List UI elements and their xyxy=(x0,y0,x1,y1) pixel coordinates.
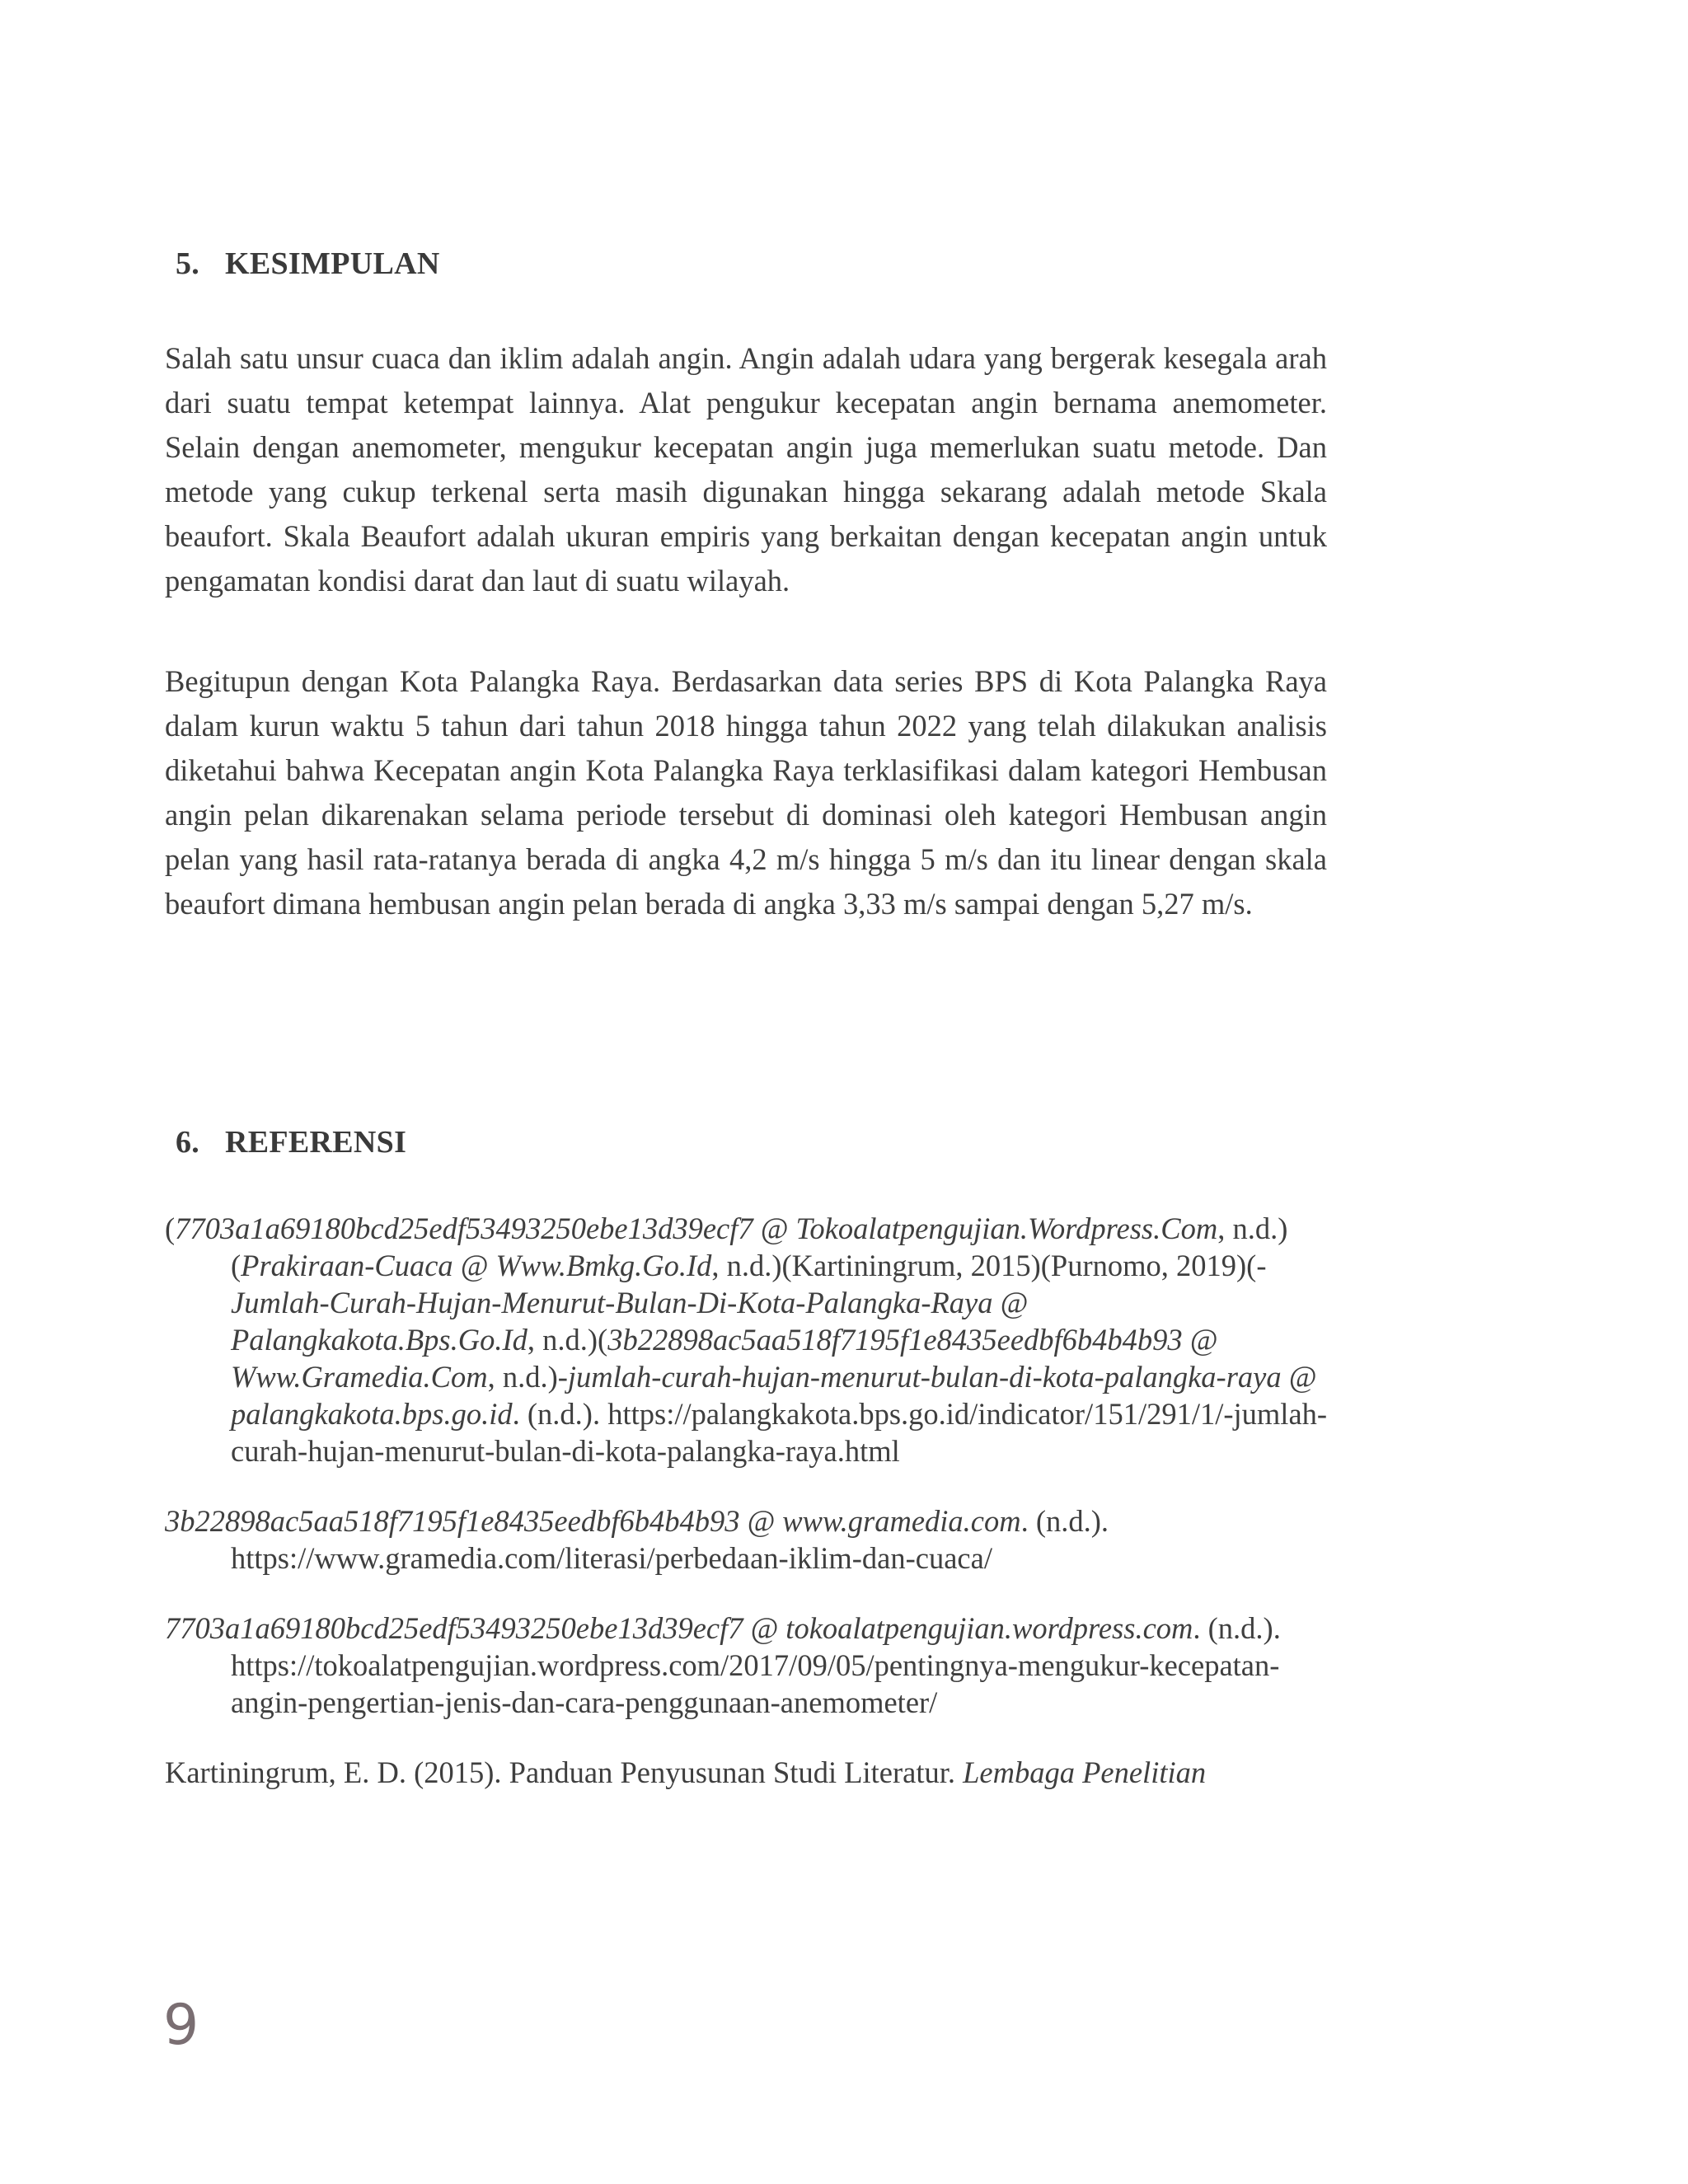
section-title: KESIMPULAN xyxy=(225,246,440,281)
reference-entry: 3b22898ac5aa518f7195f1e8435eedbf6b4b4b93 @ www.gramedia.com. (n.d.). https://www.gramedia.com/literasi/perbedaan-iklim-dan-cuaca/ xyxy=(165,1504,1109,1575)
reference-entry: (7703a1a69180bcd25edf53493250ebe13d39ecf7 @ Tokoalatpengujian.Wordpress.Com, n.d.)(Prakiraan-Cuaca @ Www.Bmkg.Go.Id, n.d.)(Kartiningrum, 2015)(Purnomo, 2019)(-Jumlah-Curah-Hujan-Menurut-Bulan-Di-Kota-Palangka-Raya @ Palangkakota.Bps.Go.Id, n.d.)(3b22898ac5aa518f7195f1e8435eedbf6b4b4b93 @ Www.Gramedia.Com, n.d.)-jumlah-curah-hujan-menurut-bulan-di-kota-palangka-raya @ palangkakota.bps.go.id. (n.d.). https://palangkakota.bps.go.id/indicator/151/291/1/-jumlah-curah-hujan-menurut-bulan-di-kota-palangka-raya.html xyxy=(165,1212,1328,1468)
page-number: 9 xyxy=(163,1993,199,2058)
reference-entry: 7703a1a69180bcd25edf53493250ebe13d39ecf7 @ tokoalatpengujian.wordpress.com. (n.d.). https://tokoalatpengujian.wordpress.com/2017/09/05/pentingnya-mengukur-kecepatan-angin-pengertian-jenis-dan-cara-penggunaan-anemometer/ xyxy=(165,1611,1281,1719)
conclusion-paragraph-1: Salah satu unsur cuaca dan iklim adalah angin. Angin adalah udara yang bergerak kesegala arah dari suatu tempat ketempat lainnya. Alat pengukur kecepatan angin bernama anemometer. Selain dengan anemometer, mengukur kecepatan angin juga memerlukan suatu metode. Dan metode yang cukup terkenal serta masih digunakan hingga sekarang adalah metode Skala beaufort. Skala Beaufort adalah ukuran empiris yang berkaitan dengan kecepatan angin untuk pengamatan kondisi darat dan laut di suatu wilayah. xyxy=(165,341,1327,598)
section-title: REFERENSI xyxy=(225,1125,407,1160)
section-heading-kesimpulan xyxy=(176,246,440,282)
section-heading-referensi xyxy=(176,1124,406,1160)
reference-list xyxy=(165,1210,1335,1824)
section-number: 5. xyxy=(176,246,200,281)
section-number: 6. xyxy=(176,1125,200,1160)
reference-entry: Kartiningrum, E. D. (2015). Panduan Penyusunan Studi Literatur. Lembaga Penelitian xyxy=(165,1755,1207,1789)
conclusion-paragraph-2: Begitupun dengan Kota Palangka Raya. Berdasarkan data series BPS di Kota Palangka Raya dalam kurun waktu 5 tahun dari tahun 2018 hingga tahun 2022 yang telah dilakukan analisis diketahui bahwa Kecepatan angin Kota Palangka Raya terklasifikasi dalam kategori Hembusan angin pelan dikarenakan selama periode tersebut di dominasi oleh kategori Hembusan angin pelan yang hasil rata-ratanya berada di angka 4,2 m/s hingga 5 m/s dan itu linear dengan skala beaufort dimana hembusan angin pelan berada di angka 3,33 m/s sampai dengan 5,27 m/s. xyxy=(165,664,1327,921)
